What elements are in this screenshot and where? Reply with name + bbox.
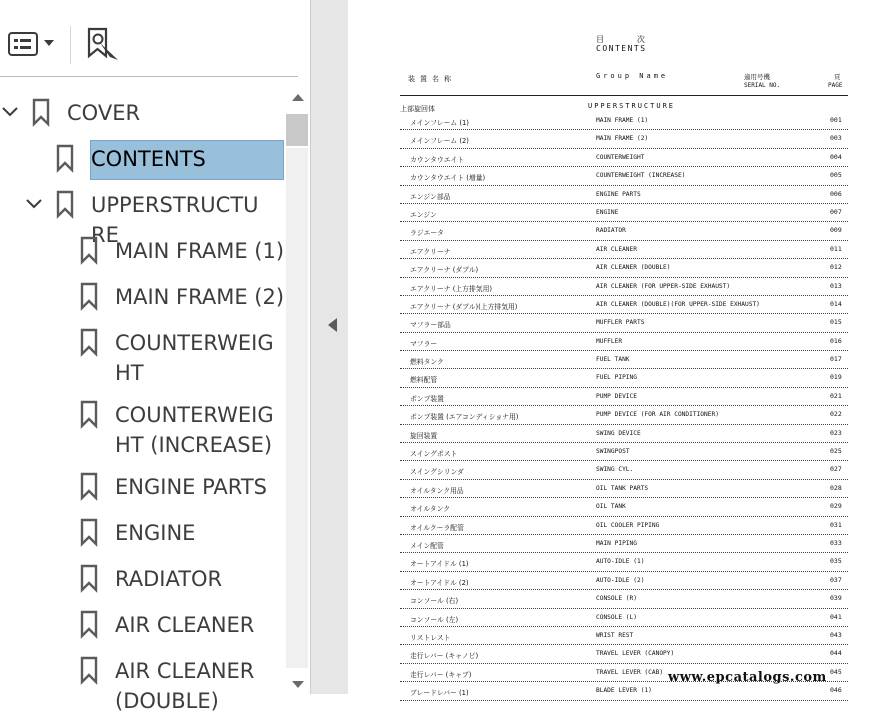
bookmark-item[interactable]	[24, 138, 284, 184]
row-group-name: AIR CLEANER (DOUBLE)	[596, 264, 671, 272]
row-page-number: 014	[830, 299, 842, 308]
find-bookmark-icon	[84, 26, 120, 62]
row-page-number: 046	[830, 686, 842, 695]
row-name-jp: マフラー部品	[410, 321, 451, 330]
section-title-jp: 上部旋回体	[400, 105, 435, 113]
bookmark-item[interactable]	[0, 92, 284, 138]
bookmark-tree	[0, 78, 285, 713]
row-group-name: OIL TANK PARTS	[596, 484, 649, 492]
watermark: www.epcatalogs.com	[668, 670, 827, 685]
row-page-number: 027	[830, 465, 842, 474]
bookmark-label: ENGINE	[115, 521, 196, 545]
bookmark-label: AIR CLEANER	[115, 613, 255, 637]
row-name-jp: カウンタウエイト	[410, 155, 465, 164]
bookmark-icon	[80, 400, 98, 428]
row-page-number: 021	[830, 391, 842, 400]
header-serial-jp: 適用号機	[744, 73, 770, 81]
row-group-name: OIL COOLER PIPING	[596, 521, 660, 529]
row-group-name: ENGINE	[596, 208, 619, 216]
row-name-jp: エンジン	[410, 210, 437, 219]
row-page-number: 013	[830, 281, 842, 290]
row-group-name: SWING DEVICE	[596, 429, 641, 437]
bookmark-label: COUNTERWEIGHT (INCREASE)	[115, 403, 274, 457]
bookmark-icon	[56, 190, 74, 218]
table-row	[400, 388, 848, 406]
row-name-jp: カウンタウエイト (増量)	[410, 174, 486, 183]
row-page-number: 012	[830, 263, 842, 272]
table-row	[400, 296, 848, 314]
table-row	[400, 535, 848, 553]
row-name-jp: オイルタンク	[410, 505, 451, 514]
row-group-name: WRIST REST	[596, 631, 634, 639]
table-row	[400, 590, 848, 608]
row-name-jp: 走行レバー (キャノピ)	[410, 652, 479, 661]
table-row	[400, 461, 848, 479]
row-name-jp: 旋回装置	[410, 431, 438, 440]
row-page-number: 045	[830, 667, 842, 676]
bookmark-item[interactable]	[48, 604, 284, 650]
row-group-name: MAIN PIPING	[596, 539, 637, 547]
bookmark-icon	[32, 98, 50, 126]
row-group-name: AIR CLEANER (DOUBLE)(FOR UPPER-SIDE EXHAUST)	[596, 300, 760, 308]
table-row	[400, 627, 848, 645]
row-group-name: RADIATOR	[596, 227, 626, 235]
bookmark-item[interactable]	[48, 466, 284, 512]
row-name-jp: スイングシリンダ	[410, 468, 464, 477]
row-group-name: TRAVEL LEVER (CANOPY)	[596, 650, 675, 658]
table-row	[400, 645, 848, 663]
row-group-name: SWINGPOST	[596, 448, 630, 456]
contents-table	[400, 112, 848, 701]
row-name-jp: ポンプ装置 (エアコンディショナ用)	[410, 413, 519, 422]
row-name-jp: リストレスト	[410, 633, 451, 642]
doc-title-en: CONTENTS	[596, 44, 647, 53]
bookmark-item[interactable]	[48, 650, 284, 722]
row-name-jp: メインフレーム (2)	[410, 137, 469, 146]
row-page-number: 043	[830, 630, 842, 639]
table-row	[400, 369, 848, 387]
table-row	[400, 259, 848, 277]
row-name-jp: エアクリーナ (上方排気用)	[410, 284, 493, 293]
row-group-name: MUFFLER	[596, 337, 623, 345]
row-group-name: COUNTERWEIGHT	[596, 153, 645, 161]
header-group-name: Group Name	[596, 72, 669, 80]
scroll-up-icon[interactable]	[292, 94, 304, 101]
row-name-jp: エンジン部品	[410, 192, 451, 201]
table-row	[400, 498, 848, 516]
table-row	[400, 406, 848, 424]
bookmark-icon	[80, 564, 98, 592]
toolbar-divider	[70, 26, 71, 64]
chevron-down-icon[interactable]	[2, 106, 18, 118]
bookmark-label: MAIN FRAME (1)	[115, 239, 285, 263]
bookmark-icon	[80, 610, 98, 638]
row-name-jp: 走行レバー (キャブ)	[410, 670, 472, 679]
header-rule	[400, 95, 848, 96]
table-row	[400, 425, 848, 443]
row-page-number: 022	[830, 410, 842, 419]
table-row	[400, 204, 848, 222]
bookmarks-toolbar	[0, 0, 310, 76]
row-page-number: 011	[830, 244, 842, 253]
bookmark-item[interactable]	[24, 184, 284, 247]
bookmarks-scrollbar[interactable]	[285, 88, 309, 694]
bookmarks-panel	[0, 0, 310, 713]
header-name-jp: 装置名称	[408, 75, 456, 83]
row-name-jp: オイルクーラ配管	[410, 523, 464, 532]
row-page-number: 035	[830, 557, 842, 566]
row-page-number: 015	[830, 318, 842, 327]
row-page-number: 005	[830, 171, 842, 180]
row-page-number: 037	[830, 575, 842, 584]
row-group-name: CONSOLE (L)	[596, 613, 637, 621]
row-name-jp: ラジエータ	[410, 229, 444, 238]
table-row	[400, 149, 848, 167]
table-row	[400, 278, 848, 296]
bookmark-icon	[80, 656, 98, 684]
row-group-name: PUMP DEVICE (FOR AIR CONDITIONER)	[596, 411, 719, 419]
row-group-name: COUNTERWEIGHT (INCREASE)	[596, 172, 686, 180]
row-name-jp: エアクリーナ (ダブル)	[410, 266, 479, 275]
table-row	[400, 186, 848, 204]
document-page	[348, 0, 881, 698]
row-page-number: 007	[830, 207, 842, 216]
table-row	[400, 112, 848, 130]
bookmark-label: UPPERSTRUCTURE	[91, 193, 259, 247]
find-bookmark-button[interactable]	[84, 26, 120, 62]
table-header	[400, 70, 848, 94]
row-name-jp: 燃料配管	[410, 376, 438, 385]
table-row	[400, 333, 848, 351]
row-page-number: 033	[830, 538, 842, 547]
row-group-name: MUFFLER PARTS	[596, 319, 645, 327]
chevron-down-icon[interactable]	[26, 198, 42, 210]
table-row	[400, 572, 848, 590]
table-row	[400, 553, 848, 571]
header-page-jp: 頁	[834, 73, 841, 81]
row-group-name: SWING CYL.	[596, 466, 634, 474]
row-page-number: 003	[830, 134, 842, 143]
bookmark-options-button[interactable]	[6, 28, 58, 62]
row-group-name: MAIN FRAME (2)	[596, 135, 649, 143]
table-row	[400, 222, 848, 240]
row-page-number: 023	[830, 428, 842, 437]
table-row	[400, 351, 848, 369]
row-name-jp: ポンプ装置	[410, 394, 444, 403]
row-name-jp: エアクリーナ	[410, 247, 451, 256]
header-serial-en: SERIAL NO.	[744, 82, 781, 89]
row-group-name: ENGINE PARTS	[596, 190, 641, 198]
bookmark-label: ENGINE PARTS	[115, 475, 268, 499]
bookmark-label: COUNTERWEIGHT	[115, 331, 274, 385]
header-page-en: PAGE	[828, 82, 843, 89]
table-row	[400, 517, 848, 535]
row-name-jp: 燃料タンク	[410, 358, 444, 367]
bookmark-icon	[80, 282, 98, 310]
row-page-number: 009	[830, 226, 842, 235]
bookmark-options-icon	[8, 32, 38, 56]
row-group-name: TRAVEL LEVER (CAB)	[596, 668, 664, 676]
row-name-jp: オートアイドル (2)	[410, 578, 469, 587]
row-page-number: 019	[830, 373, 842, 382]
scroll-down-icon[interactable]	[292, 681, 304, 688]
table-row	[400, 609, 848, 627]
row-group-name: CONSOLE (R)	[596, 595, 637, 603]
panel-splitter[interactable]	[310, 0, 349, 694]
scrollbar-thumb[interactable]	[286, 114, 308, 146]
row-name-jp: メインフレーム (1)	[410, 119, 469, 127]
row-page-number: 031	[830, 520, 842, 529]
row-page-number: 029	[830, 502, 842, 511]
bookmark-label: COVER	[67, 101, 141, 125]
chevron-left-icon[interactable]	[328, 318, 337, 332]
row-group-name: FUEL TANK	[596, 356, 630, 364]
bookmark-item[interactable]	[48, 394, 284, 466]
bookmark-item[interactable]	[48, 276, 284, 322]
table-row	[400, 130, 848, 148]
row-page-number: 028	[830, 483, 842, 492]
table-row	[400, 443, 848, 461]
table-row	[400, 167, 848, 185]
row-page-number: 041	[830, 612, 842, 621]
row-name-jp: オートアイドル (1)	[410, 560, 469, 569]
row-name-jp: マフラー	[410, 339, 438, 348]
bookmark-icon	[80, 236, 98, 264]
row-name-jp: メイン配管	[410, 541, 444, 550]
bookmark-label: CONTENTS	[91, 147, 206, 171]
row-page-number: 016	[830, 336, 842, 345]
row-page-number: 039	[830, 594, 842, 603]
row-page-number: 025	[830, 447, 842, 456]
table-row	[400, 241, 848, 259]
row-group-name: OIL TANK	[596, 503, 626, 511]
bookmark-item[interactable]	[48, 512, 284, 558]
bookmark-label: AIR CLEANER (DOUBLE)	[115, 659, 255, 713]
table-row	[400, 480, 848, 498]
row-page-number: 006	[830, 189, 842, 198]
row-group-name: AIR CLEANER (FOR UPPER-SIDE EXHAUST)	[596, 282, 731, 290]
row-group-name: FUEL PIPING	[596, 374, 637, 382]
doc-title-jp: 目 次	[596, 35, 659, 44]
bookmark-icon	[80, 518, 98, 546]
row-name-jp: スイングポスト	[410, 450, 458, 459]
bookmark-label: MAIN FRAME (2)	[115, 285, 285, 309]
row-group-name: AUTO-IDLE (2)	[596, 576, 645, 584]
bookmark-icon	[56, 144, 74, 172]
row-name-jp: オイルタンク用品	[410, 486, 464, 495]
bookmark-item[interactable]	[48, 558, 284, 604]
bookmark-label: RADIATOR	[115, 567, 223, 591]
row-name-jp: コンソール (右)	[410, 597, 459, 606]
toolbar-divider-line	[0, 76, 298, 77]
section-title-en: UPPERSTRUCTURE	[588, 102, 676, 110]
table-row	[400, 314, 848, 332]
row-page-number: 004	[830, 152, 842, 161]
row-group-name: MAIN FRAME (1)	[596, 117, 649, 124]
row-page-number: 001	[830, 116, 842, 124]
row-name-jp: エアクリーナ (ダブル)(上方排気用)	[410, 302, 518, 311]
bookmark-item[interactable]	[48, 322, 284, 394]
bookmark-icon	[80, 328, 98, 356]
row-page-number: 017	[830, 355, 842, 364]
dropdown-caret-icon	[44, 40, 54, 46]
row-name-jp: ブレードレバー (1)	[410, 689, 469, 698]
row-group-name: BLADE LEVER (1)	[596, 687, 652, 695]
row-page-number: 044	[830, 649, 842, 658]
row-group-name: AUTO-IDLE (1)	[596, 558, 645, 566]
row-group-name: AIR CLEANER	[596, 245, 637, 253]
scrollbar-track[interactable]	[286, 148, 308, 668]
bookmark-item[interactable]	[48, 230, 284, 276]
bookmark-icon	[80, 472, 98, 500]
row-group-name: PUMP DEVICE	[596, 392, 637, 400]
row-name-jp: コンソール (左)	[410, 615, 459, 624]
